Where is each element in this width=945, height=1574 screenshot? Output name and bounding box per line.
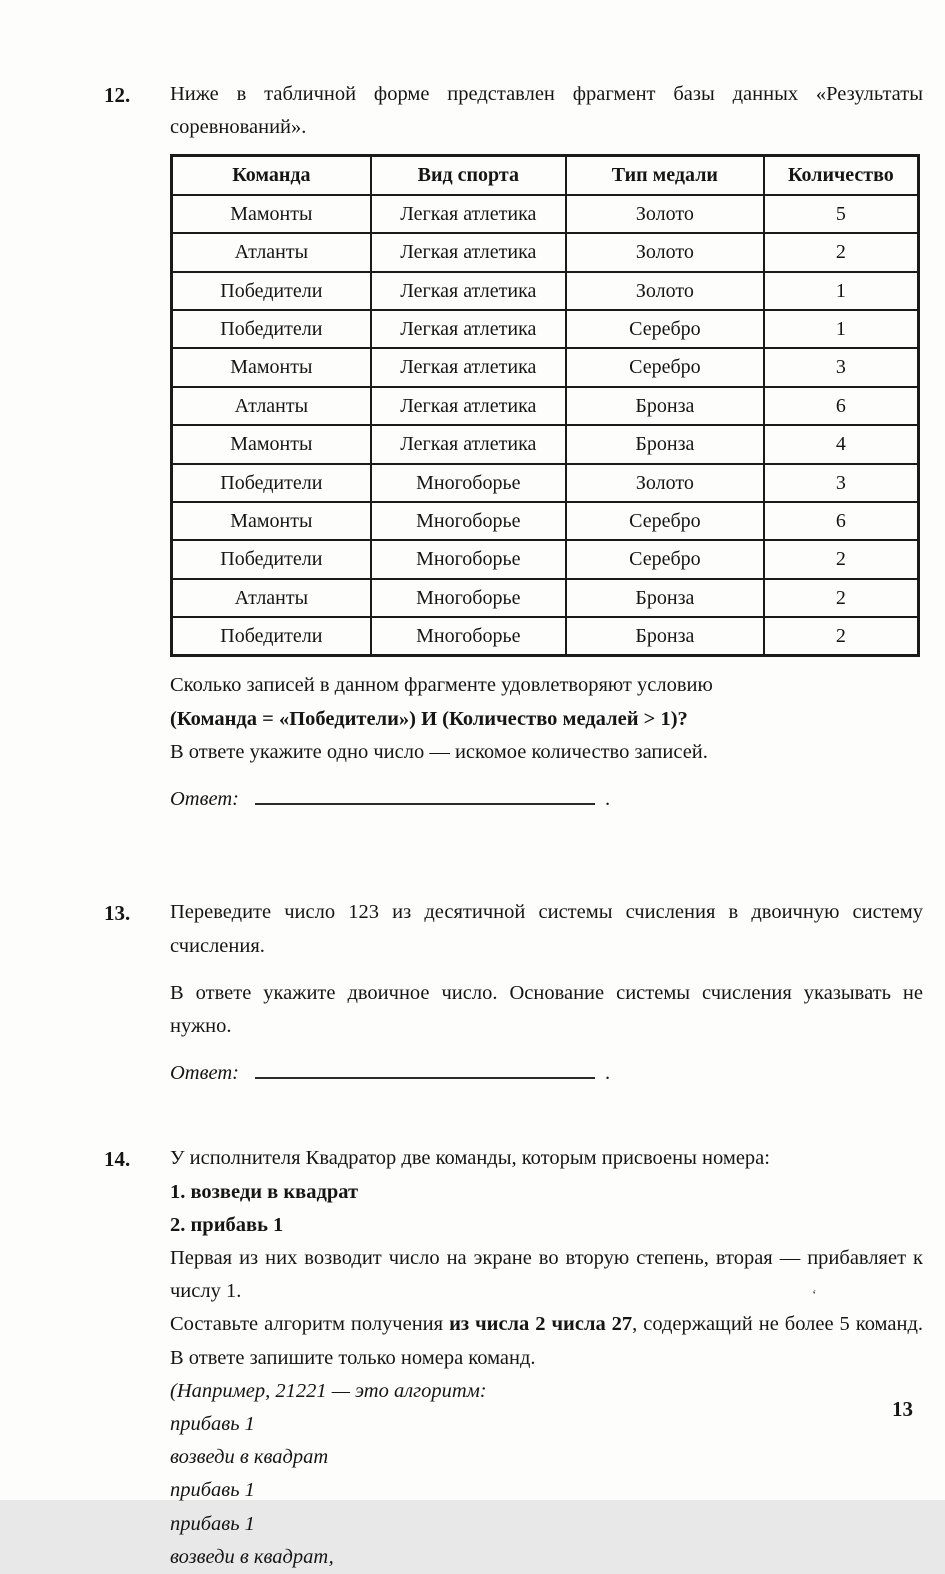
table-cell-medal: Бронза xyxy=(566,425,764,463)
table-row xyxy=(172,310,919,348)
table-cell-team: Победители xyxy=(172,464,371,502)
problem-13-answer-line xyxy=(170,1057,923,1090)
table-cell-medal: Бронза xyxy=(566,579,764,617)
table-row xyxy=(172,540,919,578)
table-header-team: Команда xyxy=(172,156,371,195)
table-row xyxy=(172,617,919,656)
table-header-sport: Вид спорта xyxy=(371,156,566,195)
table-row xyxy=(172,195,919,233)
example-line: прибавь 1 xyxy=(170,1512,255,1535)
example-line: прибавь 1 xyxy=(170,1412,255,1435)
table-cell-sport: Легкая атлетика xyxy=(371,195,566,233)
table-cell-count: 3 xyxy=(764,464,919,502)
answer-period: . xyxy=(604,1062,611,1085)
table-row xyxy=(172,272,919,310)
page-number: 13 xyxy=(892,1397,913,1421)
table-cell-count: 2 xyxy=(764,540,919,578)
table-header-medal: Тип медали xyxy=(566,156,764,195)
problem-13-note: В ответе укажите двоичное число. Основание системы счисления указывать не нужно. xyxy=(170,981,923,1037)
table-header-count: Количество xyxy=(764,156,919,195)
table-cell-medal: Золото xyxy=(566,233,764,271)
task-text-bold: из числа 2 числа 27 xyxy=(449,1313,633,1336)
table-cell-team: Победители xyxy=(172,272,371,310)
table-cell-count: 2 xyxy=(764,579,919,617)
table-cell-team: Победители xyxy=(172,617,371,656)
table-cell-team: Мамонты xyxy=(172,195,371,233)
task-text-post: , содержащий не более 5 команд. В ответе запишите только номера команд. xyxy=(170,1313,924,1369)
example-line: возведи в квадрат xyxy=(170,1446,329,1469)
problem-14-task xyxy=(170,1308,923,1374)
table-row xyxy=(172,464,919,502)
problem-14-intro: У исполнителя Квадратор две команды, которым присвоены номера: xyxy=(170,1147,770,1170)
question-text: Сколько записей в данном фрагменте удовлетворяют условию xyxy=(170,674,713,697)
table-cell-team: Атланты xyxy=(172,579,371,617)
problem-13 xyxy=(0,896,945,1090)
problem-13-number: 13. xyxy=(104,901,131,926)
answer-label: Ответ: xyxy=(170,1062,239,1085)
table-cell-sport: Легкая атлетика xyxy=(371,233,566,271)
table-row xyxy=(172,348,919,386)
table-cell-sport: Многоборье xyxy=(371,617,566,656)
problem-12-number: 12. xyxy=(104,83,131,107)
table-cell-sport: Многоборье xyxy=(371,579,566,617)
table-cell-count: 1 xyxy=(764,272,919,310)
problem-12 xyxy=(0,78,945,816)
problem-14-description: Первая из них возводит число на экране во вторую степень, вторая — прибавляет к числу 1. xyxy=(170,1246,923,1303)
problem-12-intro: Ниже в табличной форме представлен фрагмент базы данных «Результаты соревнований». xyxy=(170,83,923,139)
table-cell-medal: Серебро xyxy=(566,348,764,386)
table-cell-team: Атланты xyxy=(172,233,371,271)
table-cell-team: Атланты xyxy=(172,387,371,425)
answer-blank xyxy=(255,786,595,805)
table-cell-sport: Легкая атлетика xyxy=(371,272,566,310)
table-cell-medal: Золото xyxy=(566,272,764,310)
problem-14-command-2: 2. прибавь 1 xyxy=(170,1213,284,1236)
table-cell-medal: Серебро xyxy=(566,310,764,348)
table-cell-count: 5 xyxy=(764,195,919,233)
table-cell-medal: Серебро xyxy=(566,502,764,540)
table-row xyxy=(172,425,919,463)
problem-12-answer-line xyxy=(170,783,923,816)
table-cell-team: Мамонты xyxy=(172,348,371,386)
table-cell-medal: Золото xyxy=(566,464,764,502)
table-header-row xyxy=(172,156,919,195)
table-cell-medal: Золото xyxy=(566,195,764,233)
table-cell-count: 1 xyxy=(764,310,919,348)
problem-14 xyxy=(0,1142,945,1574)
problem-14-command-1: 1. возведи в квадрат xyxy=(170,1180,359,1203)
table-cell-sport: Легкая атлетика xyxy=(371,425,566,463)
table-cell-count: 6 xyxy=(764,387,919,425)
table-cell-count: 2 xyxy=(764,233,919,271)
table-cell-sport: Многоборье xyxy=(371,540,566,578)
table-cell-sport: Многоборье xyxy=(371,502,566,540)
problem-12-condition: (Команда = «Победители») И (Количество медалей > 1)? xyxy=(170,707,688,730)
task-text-pre: Составьте алгоритм получения xyxy=(170,1313,450,1336)
table-cell-medal: Бронза xyxy=(566,617,764,656)
problem-13-task: Переведите число 123 из десятичной системы счисления в двоичную систему счисления. xyxy=(170,901,923,957)
example-line: возведи в квадрат, xyxy=(170,1545,334,1568)
scan-artifact-mark: ʻ xyxy=(812,1288,817,1303)
table-cell-team: Победители xyxy=(172,310,371,348)
results-table xyxy=(170,154,920,657)
answer-label: Ответ: xyxy=(170,788,239,811)
table-cell-team: Мамонты xyxy=(172,425,371,463)
table-cell-sport: Многоборье xyxy=(371,464,566,502)
problem-14-example-intro: (Например, 21221 — это алгоритм: xyxy=(170,1379,487,1402)
table-row xyxy=(172,502,919,540)
table-cell-team: Победители xyxy=(172,540,371,578)
problem-12-note: В ответе укажите одно число — искомое количество записей. xyxy=(170,740,708,763)
table-cell-count: 6 xyxy=(764,502,919,540)
answer-blank xyxy=(255,1060,595,1079)
table-row xyxy=(172,387,919,425)
table-cell-sport: Легкая атлетика xyxy=(371,348,566,386)
problem-12-question xyxy=(170,669,923,702)
table-cell-count: 4 xyxy=(764,425,919,463)
table-cell-medal: Бронза xyxy=(566,387,764,425)
table-row xyxy=(172,579,919,617)
table-cell-count: 3 xyxy=(764,348,919,386)
table-cell-sport: Легкая атлетика xyxy=(371,310,566,348)
answer-period: . xyxy=(604,788,611,811)
table-cell-sport: Легкая атлетика xyxy=(371,387,566,425)
table-cell-count: 2 xyxy=(764,617,919,656)
problem-14-number: 14. xyxy=(104,1147,131,1172)
example-line: прибавь 1 xyxy=(170,1479,255,1502)
table-cell-team: Мамонты xyxy=(172,502,371,540)
table-cell-medal: Серебро xyxy=(566,540,764,578)
table-row xyxy=(172,233,919,271)
